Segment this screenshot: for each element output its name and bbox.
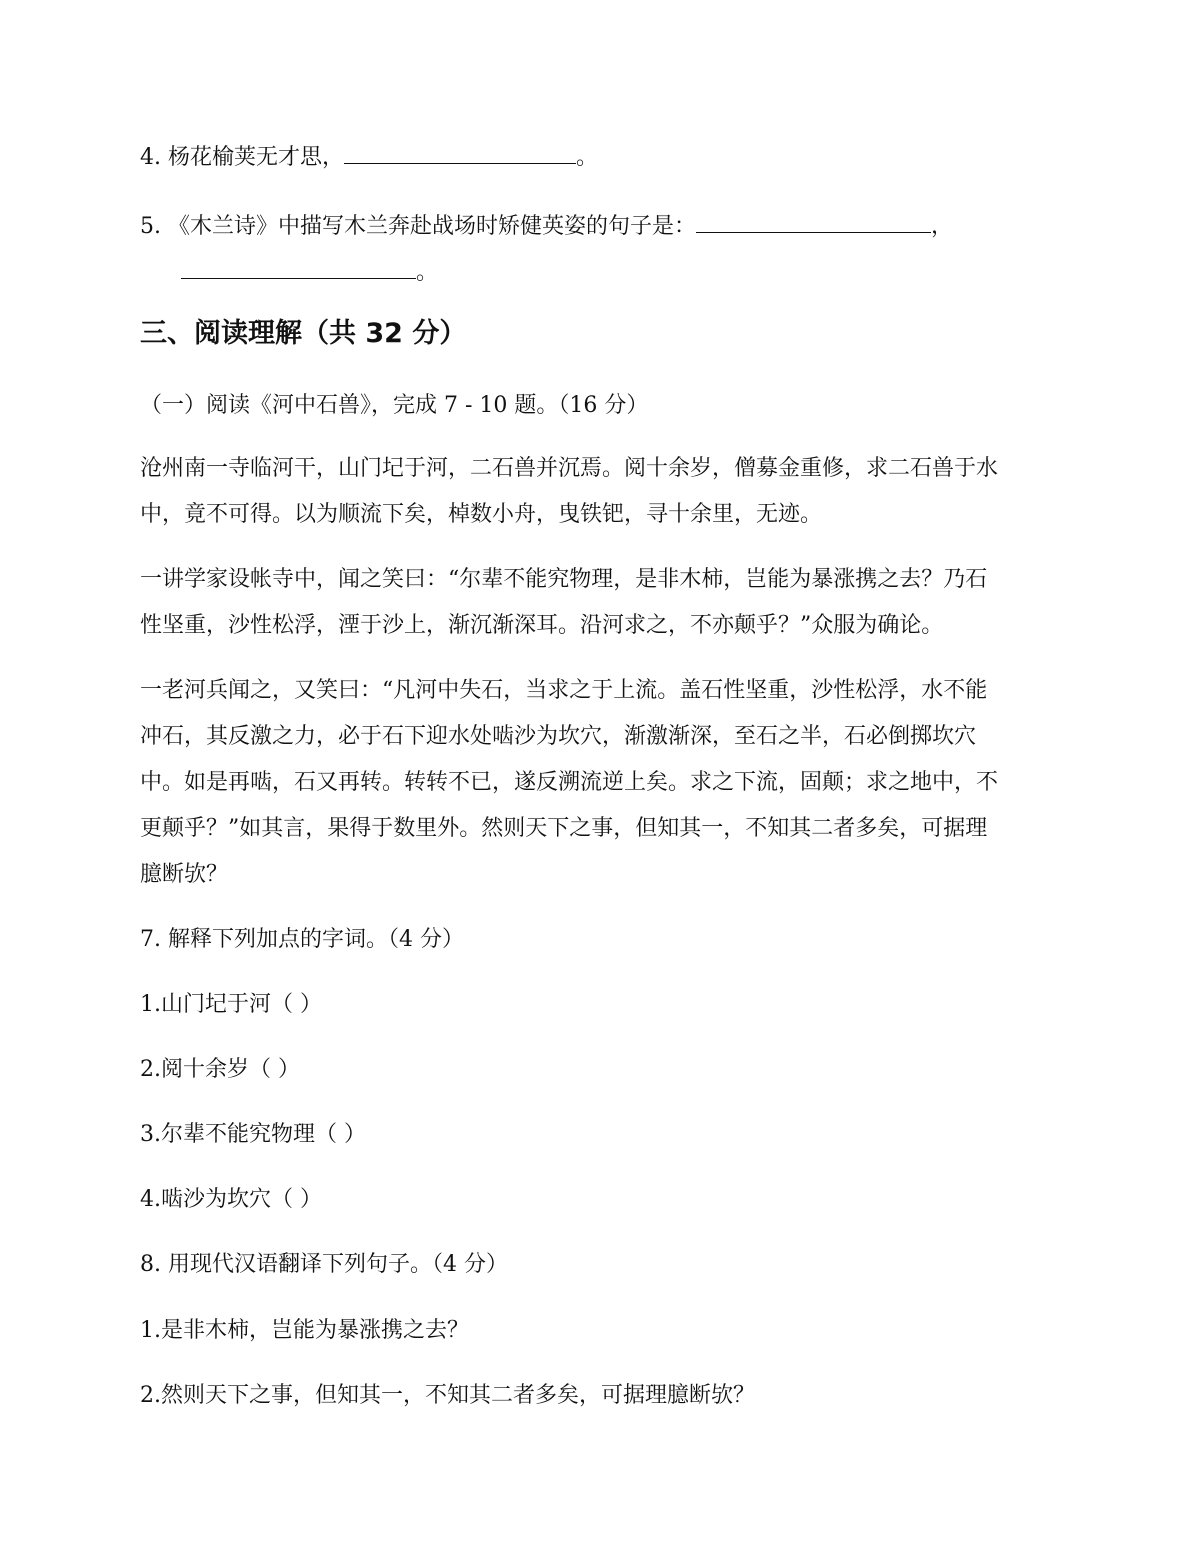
passage-line: 一讲学家设帐寺中，闻之笑曰：“尔辈不能究物理，是非木柿，岂能为暴涨携之去？乃石	[140, 567, 988, 592]
question-4	[140, 141, 598, 173]
passage-line: 中，竟不可得。以为顺流下矣，棹数小舟，曳铁钯，寻十余里，无迹。	[140, 502, 823, 527]
question-8-item: 1.是非木柿，岂能为暴涨携之去？	[140, 1318, 469, 1343]
question-5-text: 5. 《木兰诗》中描写木兰奔赴战场时矫健英姿的句子是：	[140, 214, 696, 239]
passage-line: 沧州南一寺临河干，山门圮于河，二石兽并沉焉。阅十余岁，僧募金重修，求二石兽于水	[140, 456, 999, 481]
passage-line: 臆断欤？	[140, 862, 229, 887]
question-8-stem: 8. 用现代汉语翻译下列句子。（4 分）	[140, 1252, 508, 1277]
question-5	[140, 210, 953, 242]
question-5-end: 。	[416, 260, 439, 285]
question-4-end: 。	[575, 145, 598, 170]
passage-line: 冲石，其反激之力，必于石下迎水处啮沙为坎穴，渐激渐深，至石之半，石必倒掷坎穴	[140, 724, 977, 749]
section-heading: 三、阅读理解（共 32 分）	[140, 318, 467, 349]
passage-line: 性坚重，沙性松浮，湮于沙上，渐沉渐深耳。沿河求之，不亦颠乎？”众服为确论。	[140, 613, 944, 638]
question-5-line-2	[181, 256, 438, 288]
question-7-item: 4.啮沙为坎穴（ ）	[140, 1187, 322, 1212]
answer-blank[interactable]	[344, 141, 576, 164]
passage-line: 中。如是再啮，石又再转。转转不已，遂反溯流逆上矣。求之下流，固颠；求之地中，不	[140, 770, 999, 795]
answer-blank[interactable]	[696, 210, 931, 233]
question-4-text: 4. 杨花榆荚无才思，	[140, 145, 344, 170]
question-7-item: 2.阅十余岁（ ）	[140, 1057, 300, 1082]
answer-blank[interactable]	[181, 256, 416, 279]
question-7-item: 3.尔辈不能究物理（ ）	[140, 1122, 366, 1147]
question-7-stem: 7. 解释下列加点的字词。（4 分）	[140, 927, 464, 952]
question-8-item: 2.然则天下之事，但知其一，不知其二者多矣，可据理臆断欤？	[140, 1383, 755, 1408]
part-intro: （一）阅读《河中石兽》，完成 7 - 10 题。（16 分）	[140, 393, 649, 418]
question-5-comma: ，	[931, 214, 954, 239]
question-7-item: 1.山门圮于河（ ）	[140, 992, 322, 1017]
passage-line: 更颠乎？”如其言，果得于数里外。然则天下之事，但知其一，不知其二者多矣，可据理	[140, 816, 988, 841]
passage-line: 一老河兵闻之，又笑曰：“凡河中失石，当求之于上流。盖石性坚重，沙性松浮，水不能	[140, 678, 988, 703]
